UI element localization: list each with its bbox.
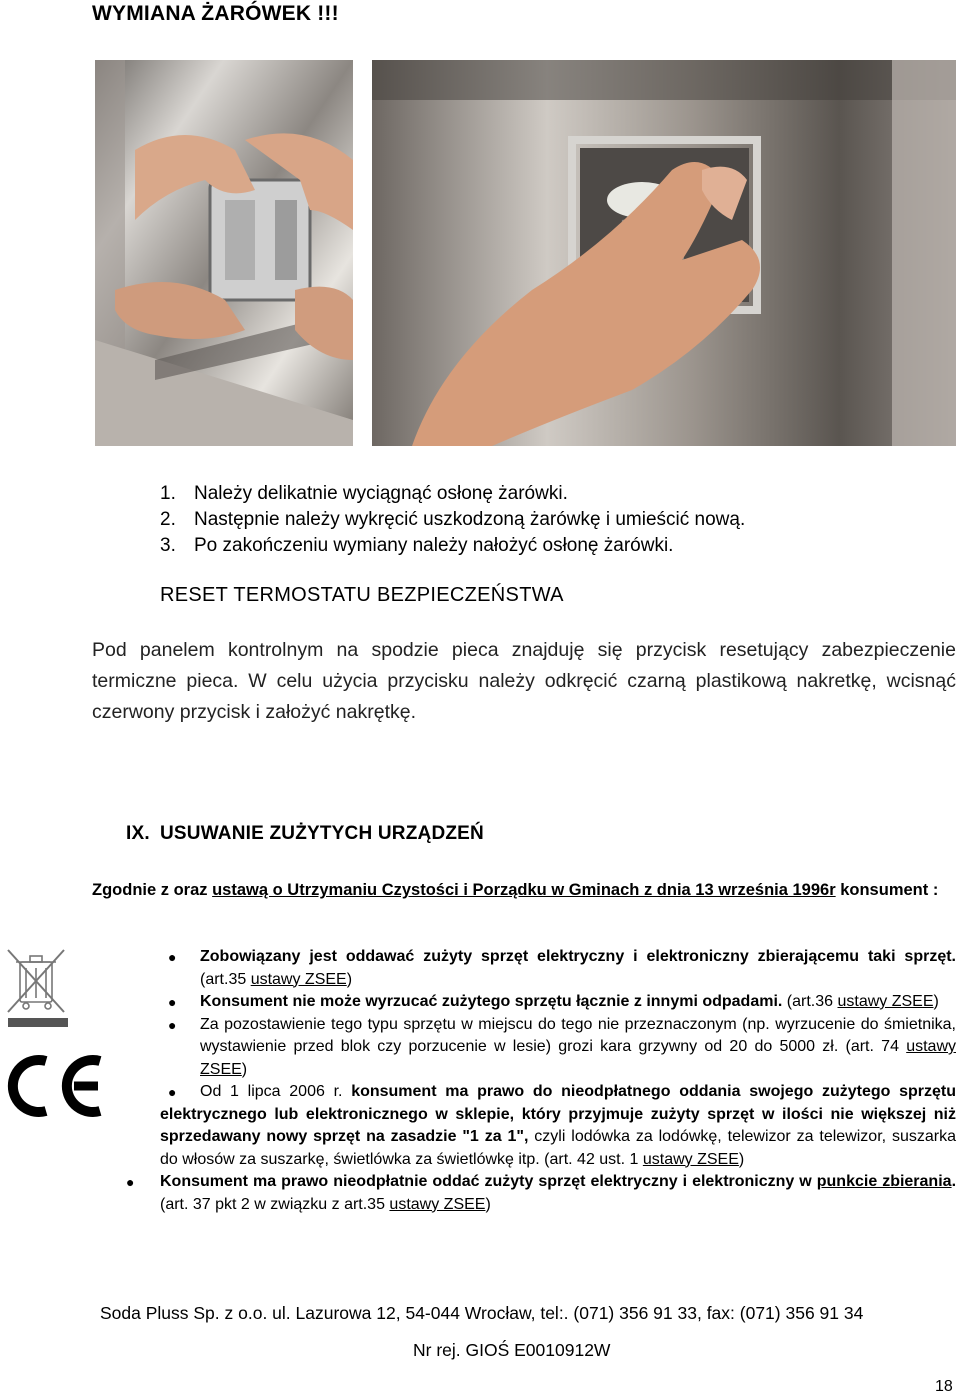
list-item: ● Za pozostawienie tego typu sprzętu w miejscu do tego nie przeznaczonym (np. wyrzucenie do śmietnika, wystawienie przed blok czy porzucenie w lesie) grozi kara grzywny od 20 do 5000 zł. (art. 74 ustawy ZSEE) [168, 1015, 956, 1078]
page-number: 18 [935, 1378, 953, 1395]
reset-paragraph: Pod panelem kontrolnym na spodzie pieca znajduję się przycisk resetujący zabezpieczenie termiczne pieca. W celu użycia przycisku należy odkręcić czarną plastikową nakretkę, wcisnąć czerwony przycisk i założyć nakrętkę. [92, 639, 956, 723]
zsee-link[interactable]: ustawy ZSEE [389, 1195, 486, 1213]
reset-heading: RESET TERMOSTATU BEZPIECZEŃSTWA [160, 584, 564, 606]
list-item: 1. Należy delikatnie wyciągnąć osłonę żarówki. [160, 483, 568, 504]
bullet-icon: ● [168, 949, 177, 965]
law-link[interactable]: ustawą o Utrzymaniu Czystości i Porządku w Gminach z dnia 13 września 1996r [212, 881, 836, 899]
footer-address: Soda Pluss Sp. z o.o. ul. Lazurowa 12, 54-044 Wrocław, tel:. (071) 356 91 33, fax: (071) 356 91 34 [100, 1303, 864, 1323]
list-item: ● Od 1 lipca 2006 r. konsument ma prawo do nieodpłatnego oddania swojego zużytego sprzętu elektrycznego lub elektronicznego w sklepie, który przyjmuje zużyty sprzęt w ilości nie większej niż sprzedawany nowy sprzęt na zasadzie "1 za 1", czyli lodówka za lodówkę, telewizor za telewizor, suszarka do włosów za suszarkę, świetlówka za świetlówkę itp. (art. 42 ust. 1 ustawy ZSEE) [160, 1083, 957, 1168]
list-item: 3. Po zakończeniu wymiany należy nałożyć osłonę żarówki. [160, 535, 674, 556]
zsee-link[interactable]: ustawy ZSEE [642, 1150, 739, 1168]
bullet-icon: ● [168, 1084, 177, 1100]
list-item: ● Konsument ma prawo nieodpłatnie oddać zużyty sprzęt elektryczny i elektroniczny w punkcie zbierania. (art. 37 pkt 2 w związku z art.35 ustawy ZSEE) [126, 1173, 957, 1213]
bullet-icon: ● [168, 1016, 177, 1033]
bullet-icon: ● [168, 994, 177, 1010]
zsee-link[interactable]: ustawy ZSEE [837, 993, 934, 1010]
ce-mark-icon [2, 1052, 104, 1120]
section-heading: IX. USUWANIE ZUŻYTYCH URZĄDZEŃ [126, 823, 484, 844]
steps-list [160, 481, 745, 559]
footer-registration: Nr rej. GIOŚ E0010912W [413, 1340, 611, 1360]
list-item: 2. Następnie należy wykręcić uszkodzoną żarówkę i umieścić nową. [160, 509, 746, 530]
collection-point-link[interactable]: punkcie zbierania [816, 1173, 952, 1190]
zsee-link[interactable]: ustawy ZSEE [250, 970, 347, 988]
disposal-rules-list [126, 946, 957, 1216]
list-item: ● Zobowiązany jest oddawać zużyty sprzęt elektryczny i elektroniczny zbierającemu taki sprzęt. (art.35 ustawy ZSEE) [168, 948, 956, 988]
intro-paragraph: Zgodnie z oraz ustawą o Utrzymaniu Czystości i Porządku w Gminach z dnia 13 września 1996r konsument : [92, 881, 939, 899]
bulb-replacement-photo [372, 60, 956, 446]
lamp-cover-photo [95, 60, 353, 446]
page-title: WYMIANA ŻARÓWEK !!! [92, 2, 339, 25]
list-item: ● Konsument nie może wyrzucać zużytego sprzętu łącznie z innymi odpadami. (art.36 ustawy ZSEE) [160, 991, 956, 1014]
zsee-link[interactable]: ustawy ZSEE [200, 1038, 956, 1078]
bullet-icon: ● [126, 1174, 135, 1190]
weee-crossed-bin-icon [4, 946, 68, 1030]
